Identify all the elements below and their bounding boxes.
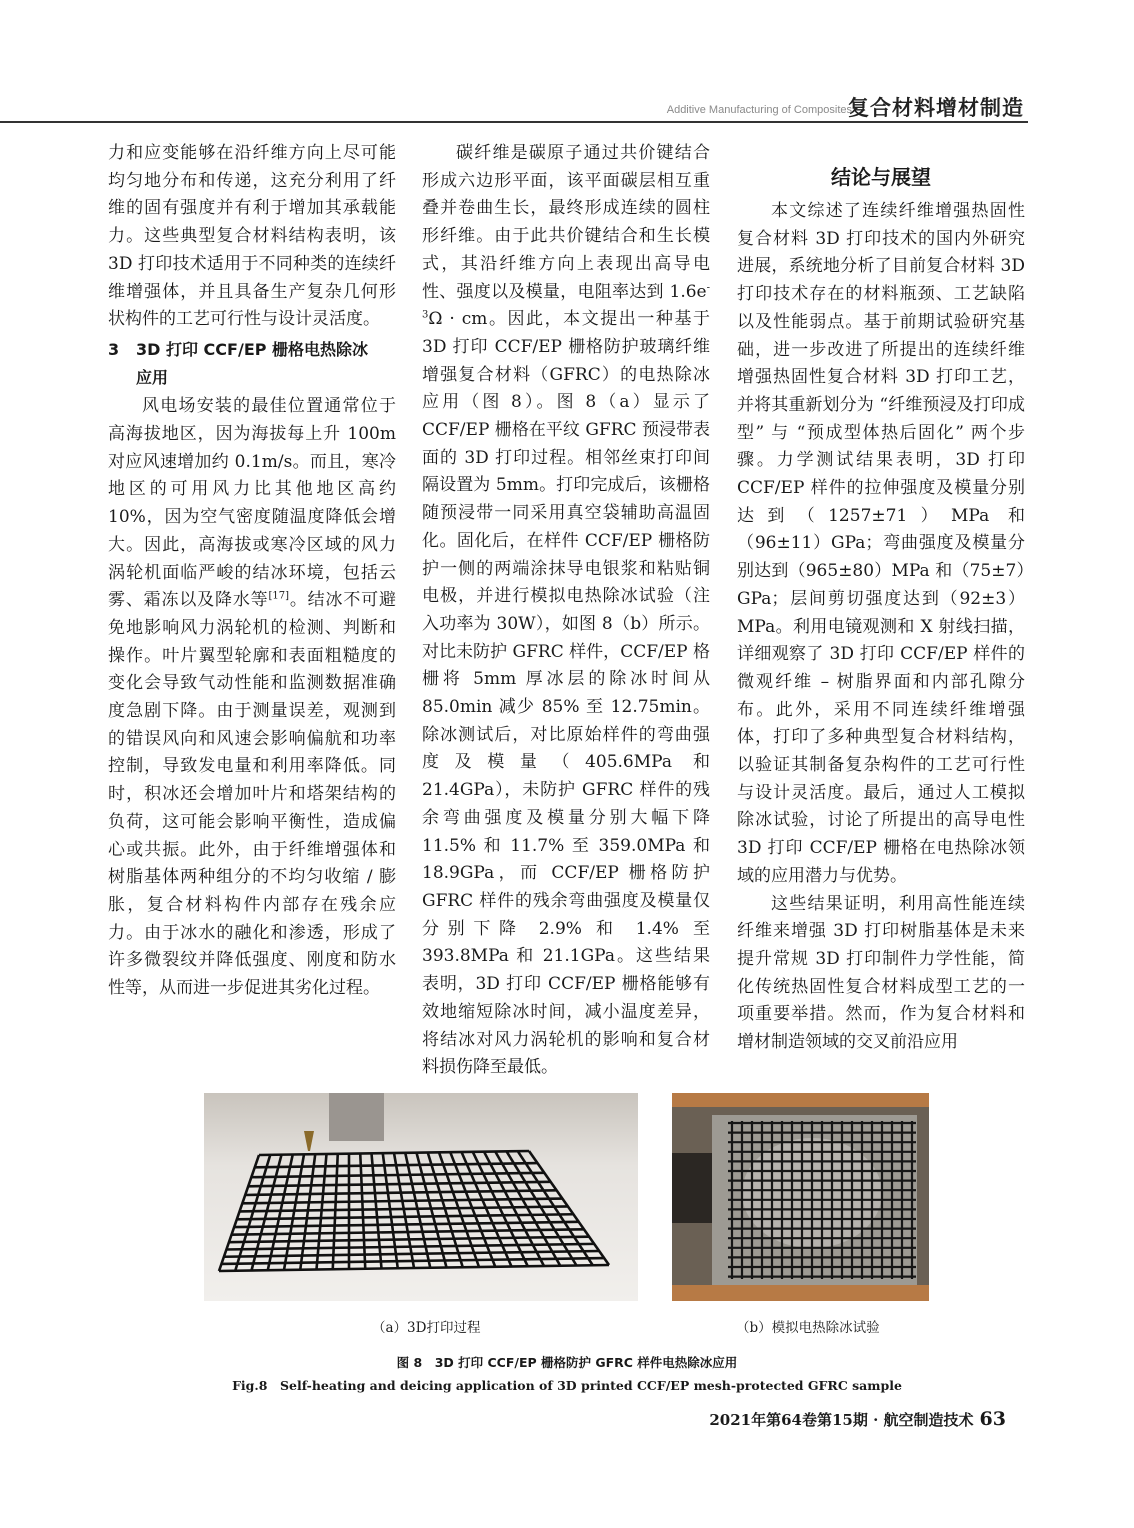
subfigure-caption-b: （b）模拟电热除冰试验 (736, 1320, 880, 1336)
figure-8b-photo (672, 1093, 929, 1301)
text-run: 碳纤维是碳原子通过共价键结合形成六边形平面，该平面碳层相互重叠并卷曲生长，最终形成连续的圆柱形纤维。由于此共价键结合和生长模式，其沿纤维方向上表现出高导电性、强度以及模量，电阻率达到 1.6e (422, 143, 710, 302)
paragraph: 本文综述了连续纤维增强热固性复合材料 3D 打印技术的国内外研究进展，系统地分析了目前复合材料 3D 打印技术存在的材料瓶颈、工艺缺陷以及性能弱点。基于前期试验研究基础，进一步改进了所提出的连续纤维增强热固性复合材料 3D 打印工艺，并将其重新划分为 “纤维预浸及打印成型” 与 “预成型体热后固化” 两个步骤。力学测试结果表明，3D 打印 CCF/EP 样件的拉伸强度及模量分别达到（1257±71）MPa 和（96±11）GPa；弯曲强度及模量分别达到（965±80）MPa 和（75±7）GPa；层间剪切强度达到（92±3）MPa。利用电镜观测和 X 射线扫描，详细观察了 3D 打印 CCF/EP 样件的微观纤维 – 树脂界面和内部孔隙分布。此外，采用不同连续纤维增强体，打印了多种典型复合材料结构，以验证其制备复杂构件的工艺可行性与设计灵活度。最后，通过人工模拟除冰试验，讨论了所提出的高导电性 3D 打印 CCF/EP 栅格在电热除冰领域的应用潜力与优势。 (737, 201, 1025, 886)
page-number: 63 (979, 1408, 1006, 1430)
column-left (108, 140, 396, 1003)
copper-electrode-top (672, 1093, 929, 1107)
citation-ref[interactable]: [17] (268, 590, 290, 602)
deicing-test-image (672, 1093, 929, 1301)
figure-caption-en: Fig.8 Self-heating and deicing application of 3D printed CCF/EP mesh-protected GFRC sample (232, 1378, 902, 1393)
conclusion-heading: 结论与展望 (831, 165, 931, 189)
issue-info: 2021年第64卷第15期 · 航空制造技术 (709, 1411, 974, 1429)
header-rule (0, 121, 1028, 123)
paragraph: 力和应变能够在沿纤维方向上尽可能均匀地分布和传递，这充分利用了纤维的固有强度并有利于增加其承载能力。这些典型复合材料结构表明，该 3D 打印技术适用于不同种类的连续纤维增强体，并且具备生产复杂几何形状构件的工艺可行性与设计灵活度。 (108, 143, 396, 330)
section-title: 3D 打印 CCF/EP 栅格电热除冰 (136, 339, 369, 359)
text-run: 。结冰不可避免地影响风力涡轮机的检测、判断和操作。叶片翼型轮廓和表面粗糙度的变化会导致气动性能和监测数据准确度急剧下降。由于测量误差，观测到的错误风向和风速会影响偏航和功率控制，导致发电量和利用率降低。同时，积冰还会增加叶片和塔架结构的负荷，这可能会影响平衡性，造成偏心或共振。此外，由于纤维增强体和树脂基体两种组分的不均匀收缩 / 膨胀，复合材料构件内部存在残余应力。由于冰水的融化和渗透，形成了许多微裂纹并降低强度、刚度和防水性等，从而进一步促进其劣化过程。 (108, 590, 397, 999)
paragraph: 这些结果证明，利用高性能连续纤维来增强 3D 打印树脂基体是未来提升常规 3D 打印制件力学性能，简化传统热固性复合材料成型工艺的一项重要举措。然而，作为复合材料和增材制造领域的交叉前沿应用 (737, 893, 1025, 1053)
paragraph (108, 393, 396, 1002)
section-title-cont: 应用 (136, 367, 169, 387)
text-run: Ω · cm。因此，本文提出一种基于 3D 打印 CCF/EP 栅格防护玻璃纤维增强复合材料（GFRC）的电热除冰应用（图 8）。图 8（a）显示了 CCF/EP 栅格在平纹 GFRC 预浸带表面的 3D 打印过程。相邻丝束打印间隔设置为 5mm。打印完成后，该栅格随预浸带一同采用真空袋辅助高温固化。固化后，在样件 CCF/EP 栅格防护一侧的两端涂抹导电银浆和粘贴铜电极，并进行模拟电热除冰试验（注入功率为 30W），如图 8（b）所示。对比未防护 GFRC 样件，CCF/EP 格栅将 5mm 厚冰层的除冰时间从 85.0min 减少 85% 至 12.75min。除冰测试后，对比原始样件的弯曲强度及模量（405.6MPa 和 21.4GPa），未防护 GFRC 样件的残余弯曲强度及模量分别大幅下降 11.5% 和 11.7% 至 359.0MPa 和 18.9GPa，而 CCF/EP 栅格防护 GFRC 样件的残余弯曲强度及模量仅分别下降 2.9% 和 1.4% 至 393.8MPa 和 21.1GPa。这些结果表明，3D 打印 CCF/EP 栅格能够有效地缩短除冰时间，减小温度差异，将结冰对风力涡轮机的影响和复合材料损伤降至最低。 (422, 309, 710, 1078)
column-middle (422, 140, 710, 1082)
section-number: 3 (108, 339, 120, 359)
copper-electrode-bottom (672, 1285, 929, 1301)
journal-title-cn: 复合材料增材制造 (848, 96, 1024, 120)
page-footer (709, 1408, 1006, 1430)
column-right (737, 140, 1025, 1057)
journal-title-en: Additive Manufacturing of Composites (666, 104, 852, 116)
section-heading (108, 336, 396, 391)
subfigure-caption-a: （a）3D打印过程 (372, 1320, 481, 1336)
superscript: -3 (422, 281, 710, 321)
print-head (329, 1093, 384, 1141)
figure-caption-cn: 图 8 3D 打印 CCF/EP 栅格防护 GFRC 样件电热除冰应用 (396, 1355, 738, 1370)
paragraph (422, 140, 710, 1082)
figure-8a-photo (204, 1093, 638, 1301)
text-run: 风电场安装的最佳位置通常位于高海拔地区，因为海拔每上升 100m 对应风速增加约 0.1m/s。而且，寒冷地区的可用风力比其他地区高约 10%，因为空气密度随温度降低会增大。因此，高海拔或寒冷区域的风力涡轮机面临严峻的结冰环境，包括云雾、霜冻以及降水等 (108, 396, 396, 611)
printing-mesh-image (204, 1093, 638, 1301)
